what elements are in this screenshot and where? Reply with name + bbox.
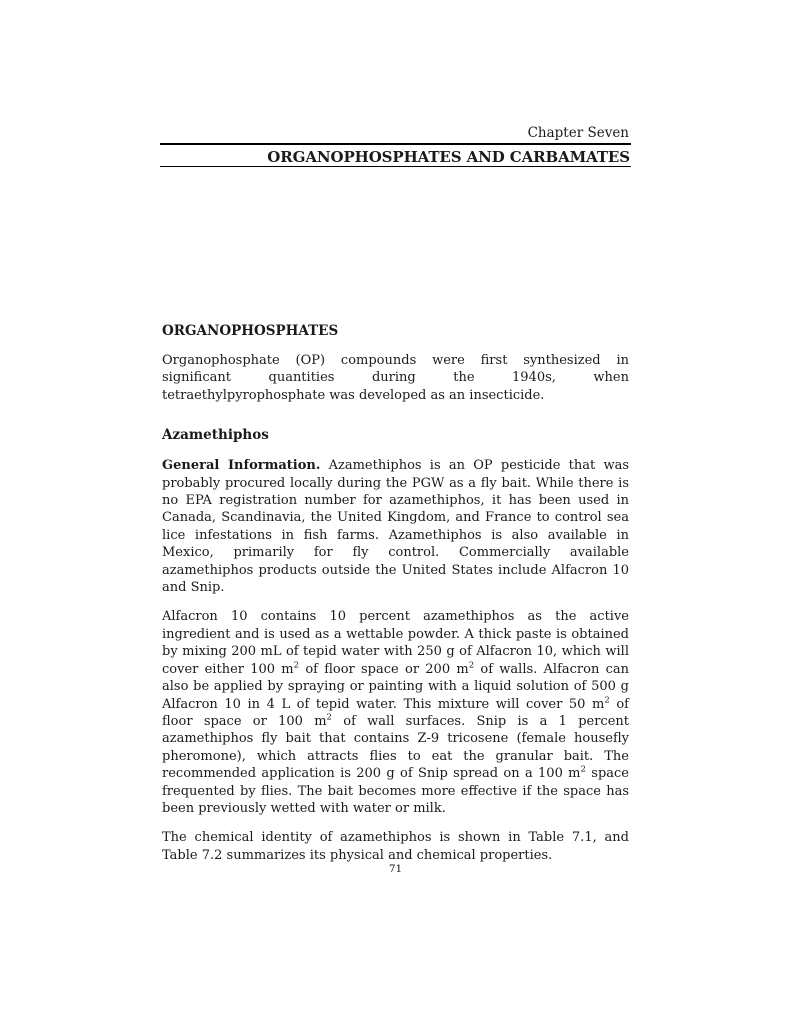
chapter-title: ORGANOPHOSPHATES AND CARBAMATES xyxy=(267,148,630,166)
header-rule-thin xyxy=(160,166,631,167)
superscript: 2 xyxy=(604,695,610,706)
closing-paragraph: The chemical identity of azamethiphos is shown in Table 7.1, and Table 7.2 summarizes its physical and chemical properties. xyxy=(162,830,629,863)
text-run: of floor space or 100 m xyxy=(162,696,629,729)
body-content xyxy=(162,322,629,876)
text-run: of wall surfaces. Snip is a 1 percent azamethiphos fly bait that contains Z-9 tricosene (female housefly pheromone), which attracts flies to eat the granular bait. The recommended application is 200 g of Snip spread on a 100 m xyxy=(162,713,630,782)
header-rule-thick xyxy=(160,143,631,145)
text-run: Alfacron 10 contains 10 percent azamethiphos as the active ingredient and is used as a wettable powder. A thick paste is obtained by mixing 200 mL of tepid water with 250 g of Alfacron 10, which will cover either 100 m xyxy=(162,609,629,677)
text-run: of walls. Alfacron can also be applied by spraying or painting with a liquid solution of 500 g Alfacron 10 in 4 L of tepid water. This mixture will cover 50 m xyxy=(162,661,630,712)
text-run: space frequented by flies. The bait becomes more effective if the space has been previously wetted with water or milk. xyxy=(162,766,629,816)
subsection-heading: Azamethiphos xyxy=(162,427,269,444)
superscript: 2 xyxy=(326,712,332,723)
superscript: 2 xyxy=(468,660,475,671)
general-information-text: Azamethiphos is an OP pesticide that was probably procured locally during the PGW as a fly bait. While there is no EPA registration number for azamethiphos, it has been used in Canada, Scandinavia, the United Kingdom, and France to control sea lice infestations in fish farms. Azamethiphos is also available in Mexico, primarily for fly control. Commercially available azamethiphos products outside the United States include Alfacron 10 and Snip. xyxy=(162,458,630,596)
paragraph-lead: General Information. xyxy=(162,458,321,474)
text-run: of floor space or 200 m xyxy=(299,661,469,677)
chapter-label: Chapter Seven xyxy=(527,125,629,141)
superscript: 2 xyxy=(293,660,300,671)
alfacron-paragraph xyxy=(162,608,629,817)
superscript: 2 xyxy=(580,764,586,775)
page-number: 71 xyxy=(388,863,403,875)
general-information-paragraph xyxy=(162,457,629,596)
section-heading: ORGANOPHOSPHATES xyxy=(162,323,339,339)
intro-paragraph: Organophosphate (OP) compounds were first synthesized in significant quantities during the 1940s, when tetraethylpyrophosphate was developed as an insecticide. xyxy=(162,353,629,403)
